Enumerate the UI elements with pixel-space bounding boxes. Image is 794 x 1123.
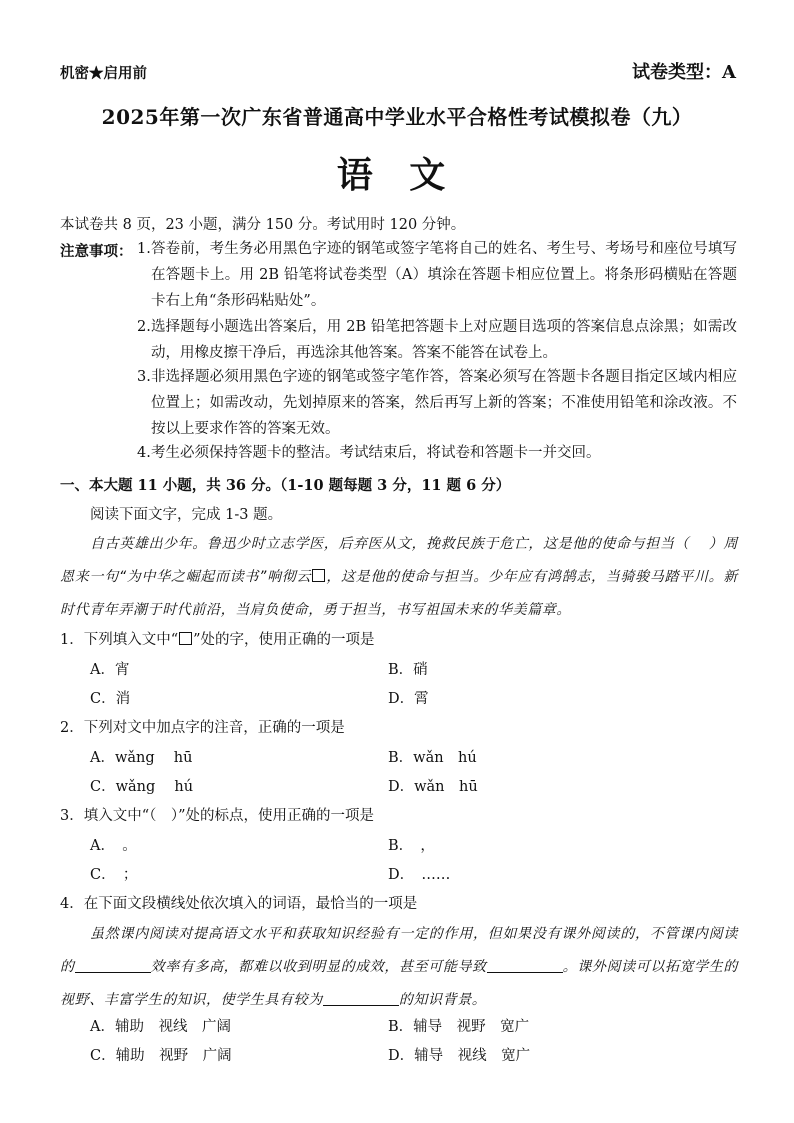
exam-title: 2025年第一次广东省普通高中学业水平合格性考试模拟卷（九）	[101, 105, 693, 129]
note-text: 选择题每小题选出答案后，用 2B 铅笔把答题卡上对应题目选项的答案信息点涂黑；如需改动，用橡皮擦干净后，再选涂其他答案。答案不能答在试卷上。	[151, 319, 737, 361]
question-4-option-a: A．辅助 视线 广阔	[90, 1019, 231, 1035]
passage-text: 。课外阅读可以拓宽学生的视野、丰富学生的知识，使学生具有较为	[60, 959, 738, 1008]
question-2-stem: 2．下列对文中加点字的注音，正确的一项是	[60, 720, 345, 736]
passage-text: 效率有多高，都难以收到明显的成效，甚至可能导致	[150, 959, 487, 975]
note-text: 考生必须保持答题卡的整洁。考试结束后，将试卷和答题卡一并交回。	[151, 445, 601, 461]
question-3-stem: 3．填入文中“（ ）”处的标点，使用正确的一项是	[60, 808, 375, 824]
question-4-option-b: B．辅导 视野 宽广	[388, 1019, 530, 1035]
question-2-option-c: C．wǎng hú	[90, 779, 194, 795]
question-2-option-a: A．wǎng hū	[90, 750, 193, 766]
reading-instruction: 阅读下面文字，完成 1-3 题。	[90, 507, 283, 523]
question-4-stem: 4．在下面文段横线处依次填入的词语，最恰当的一项是	[60, 896, 418, 912]
reading-passage	[60, 528, 738, 627]
question-4-option-c: C．辅助 视野 广阔	[90, 1048, 232, 1064]
passage-text: 虽然课内阅读对提高语文水平和获取知识经验有一定的作用，但如果没有课外阅读的，不管课内阅读的	[60, 926, 738, 975]
question-1-option-c: C．消	[90, 691, 131, 707]
note-item-2	[137, 314, 737, 366]
subject-title: 语 文	[336, 154, 458, 196]
answer-blank	[75, 960, 151, 973]
answer-blank	[323, 993, 399, 1006]
passage-text: 的知识背景。	[398, 992, 487, 1008]
section-1-title: 一、本大题 11 小题，共 36 分。（1-10 题每题 3 分，11 题 6 分）	[60, 477, 511, 494]
blank-box-icon	[312, 569, 325, 582]
question-1-option-a: A．宵	[90, 662, 130, 678]
question-4-option-d: D．辅导 视线 宽广	[388, 1048, 531, 1064]
note-item-4	[137, 440, 737, 466]
stem-text: 1．下列填入文中“	[60, 632, 179, 648]
notes-label: 注意事项：	[60, 243, 133, 260]
question-4-passage	[60, 918, 738, 1017]
passage-part-1: 自古英雄出少年。鲁迅少时立志学医，后弃医从文，挽救民族于危亡，这是他的使命与担当（ ）周恩来一句“为中华之崛起而读书”响彻云	[60, 536, 738, 585]
question-2-option-b: B．wǎn hú	[388, 750, 477, 766]
confidential-label: 机密★启用前	[60, 65, 147, 82]
note-item-1	[137, 236, 737, 314]
note-number: 1.	[137, 241, 151, 257]
blank-box-icon	[179, 632, 192, 645]
question-2-option-d: D．wǎn hū	[388, 779, 478, 795]
paper-type-label: 试卷类型：A	[632, 62, 736, 83]
question-1-option-b: B．硝	[388, 662, 428, 678]
stem-text: ”处的字，使用正确的一项是	[193, 632, 375, 648]
question-3-option-c: C． ；	[90, 867, 138, 883]
answer-blank	[487, 960, 563, 973]
header-top-line	[0, 58, 794, 86]
note-number: 3.	[137, 369, 151, 385]
question-3-option-d: D． ……	[388, 867, 451, 883]
exam-intro: 本试卷共 8 页，23 小题，满分 150 分。考试用时 120 分钟。	[60, 217, 466, 233]
note-number: 4.	[137, 445, 151, 461]
note-text: 答卷前，考生务必用黑色字迹的钢笔或签字笔将自己的姓名、考生号、考场号和座位号填写在答题卡上。用 2B 铅笔将试卷类型（A）填涂在答题卡相应位置上。将条形码横贴在答题卡右上角“条形码粘贴处”。	[151, 241, 737, 309]
note-number: 2.	[137, 319, 151, 335]
note-text: 非选择题必须用黑色字迹的钢笔或签字笔作答，答案必须写在答题卡各题目指定区域内相应位置上；如需改动，先划掉原来的答案，然后再写上新的答案；不准使用铅笔和涂改液。不按以上要求作答的答案无效。	[151, 369, 737, 437]
question-1-option-d: D．霄	[388, 691, 429, 707]
note-item-3	[137, 364, 737, 442]
question-1-stem	[60, 628, 375, 649]
question-3-option-a: A． 。	[90, 838, 137, 854]
passage-part-2: ，这是他的使命与担当。少年应有鸿鹄志，当骑骏马踏平川。新时代青年弄潮于时代前沿，当肩负使命，勇于担当，书写祖国未来的华美篇章。	[60, 569, 738, 618]
question-3-option-b: B． ，	[388, 838, 435, 854]
